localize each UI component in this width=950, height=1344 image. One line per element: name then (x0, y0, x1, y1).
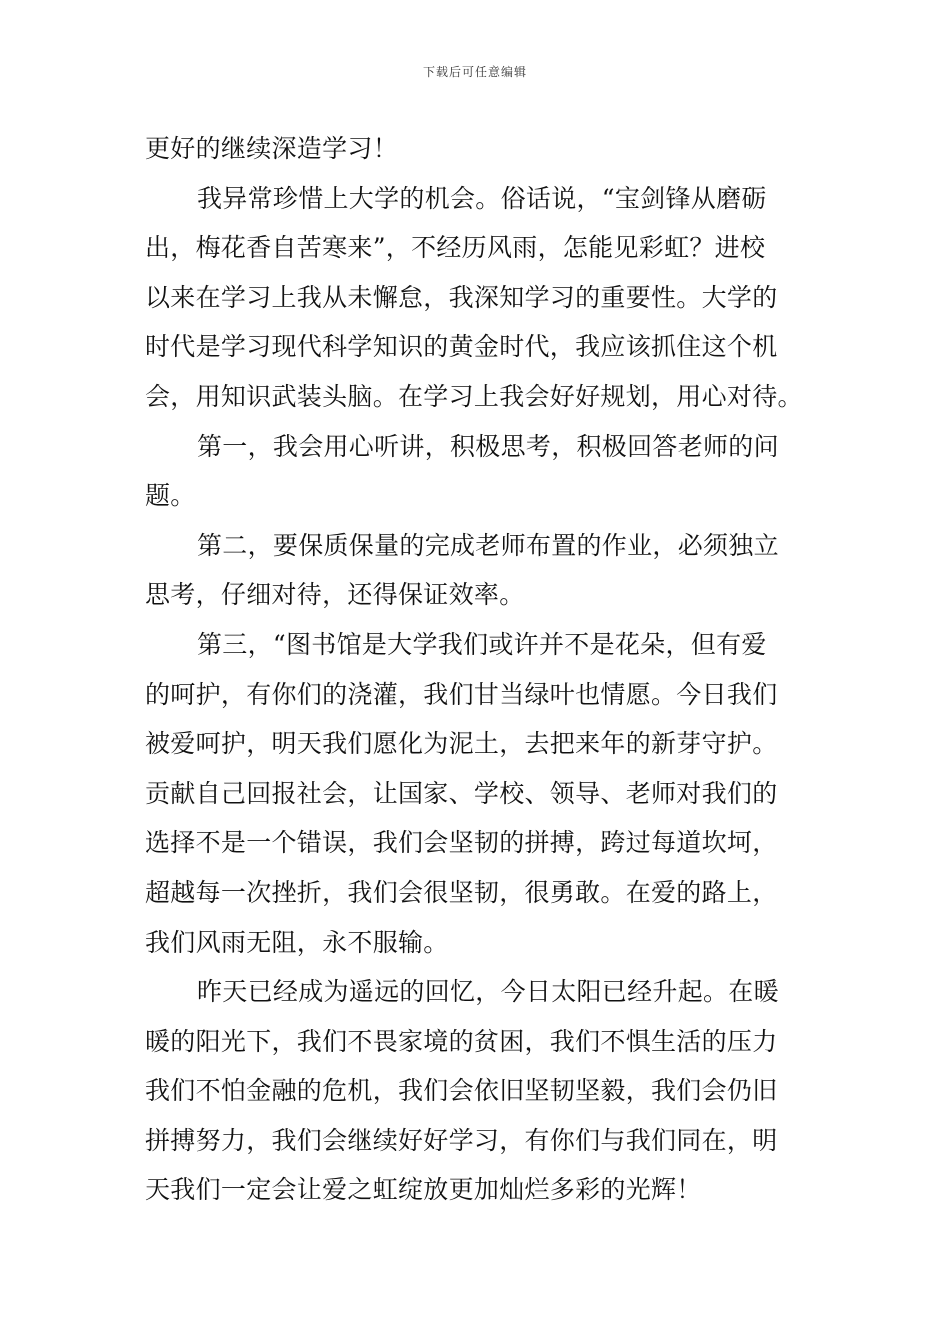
text-line: 天我们一定会让爱之虹绽放更加灿烂多彩的光辉！ (145, 1175, 702, 1205)
text-line: 思考，仔细对待，还得保证效率。 (145, 580, 525, 610)
text-line: 拼搏努力，我们会继续好好学习，有你们与我们同在，明 (145, 1125, 778, 1155)
text-line: 我们风雨无阻，永不服输。 (145, 927, 449, 957)
text-line: 我异常珍惜上大学的机会。俗话说，“宝剑锋从磨砺 (197, 183, 767, 213)
text-line: 被爱呵护，明天我们愿化为泥土，去把来年的新芽守护。 (145, 729, 778, 759)
text-line: 第一，我会用心听讲，积极思考，积极回答老师的问 (197, 431, 779, 461)
document-body (145, 124, 810, 1215)
text-line: 贡献自己回报社会，让国家、学校、领导、老师对我们的 (145, 778, 778, 808)
text-line: 暖的阳光下，我们不畏家境的贫困，我们不惧生活的压力 (145, 1026, 778, 1056)
text-line: 选择不是一个错误，我们会坚韧的拼搏，跨过每道坎坷， (145, 828, 778, 858)
text-line: 超越每一次挫折，我们会很坚韧，很勇敢。在爱的路上， (145, 877, 778, 907)
text-line: 昨天已经成为遥远的回忆，今日太阳已经升起。在暖 (197, 977, 779, 1007)
text-line: 第三，“图书馆是大学我们或许并不是花朵，但有爱 (197, 629, 767, 659)
text-line: 出，梅花香自苦寒来”，不经历风雨，怎能见彩虹？进校 (145, 233, 766, 263)
text-line: 会，用知识武装头脑。在学习上我会好好规划，用心对待。 (145, 381, 803, 411)
text-line: 第二，要保质保量的完成老师布置的作业，必须独立 (197, 530, 779, 560)
text-line: 更好的继续深造学习！ (145, 134, 399, 163)
text-line: 以来在学习上我从未懈怠，我深知学习的重要性。大学的 (145, 282, 778, 312)
text-line: 时代是学习现代科学知识的黄金时代，我应该抓住这个机 (145, 332, 778, 362)
page-header-note: 下载后可任意编辑 (422, 65, 527, 79)
text-line: 的呵护，有你们的浇灌，我们甘当绿叶也情愿。今日我们 (145, 679, 778, 709)
text-line: 题。 (145, 481, 196, 511)
text-line: 我们不怕金融的危机，我们会依旧坚韧坚毅，我们会仍旧 (145, 1076, 778, 1106)
